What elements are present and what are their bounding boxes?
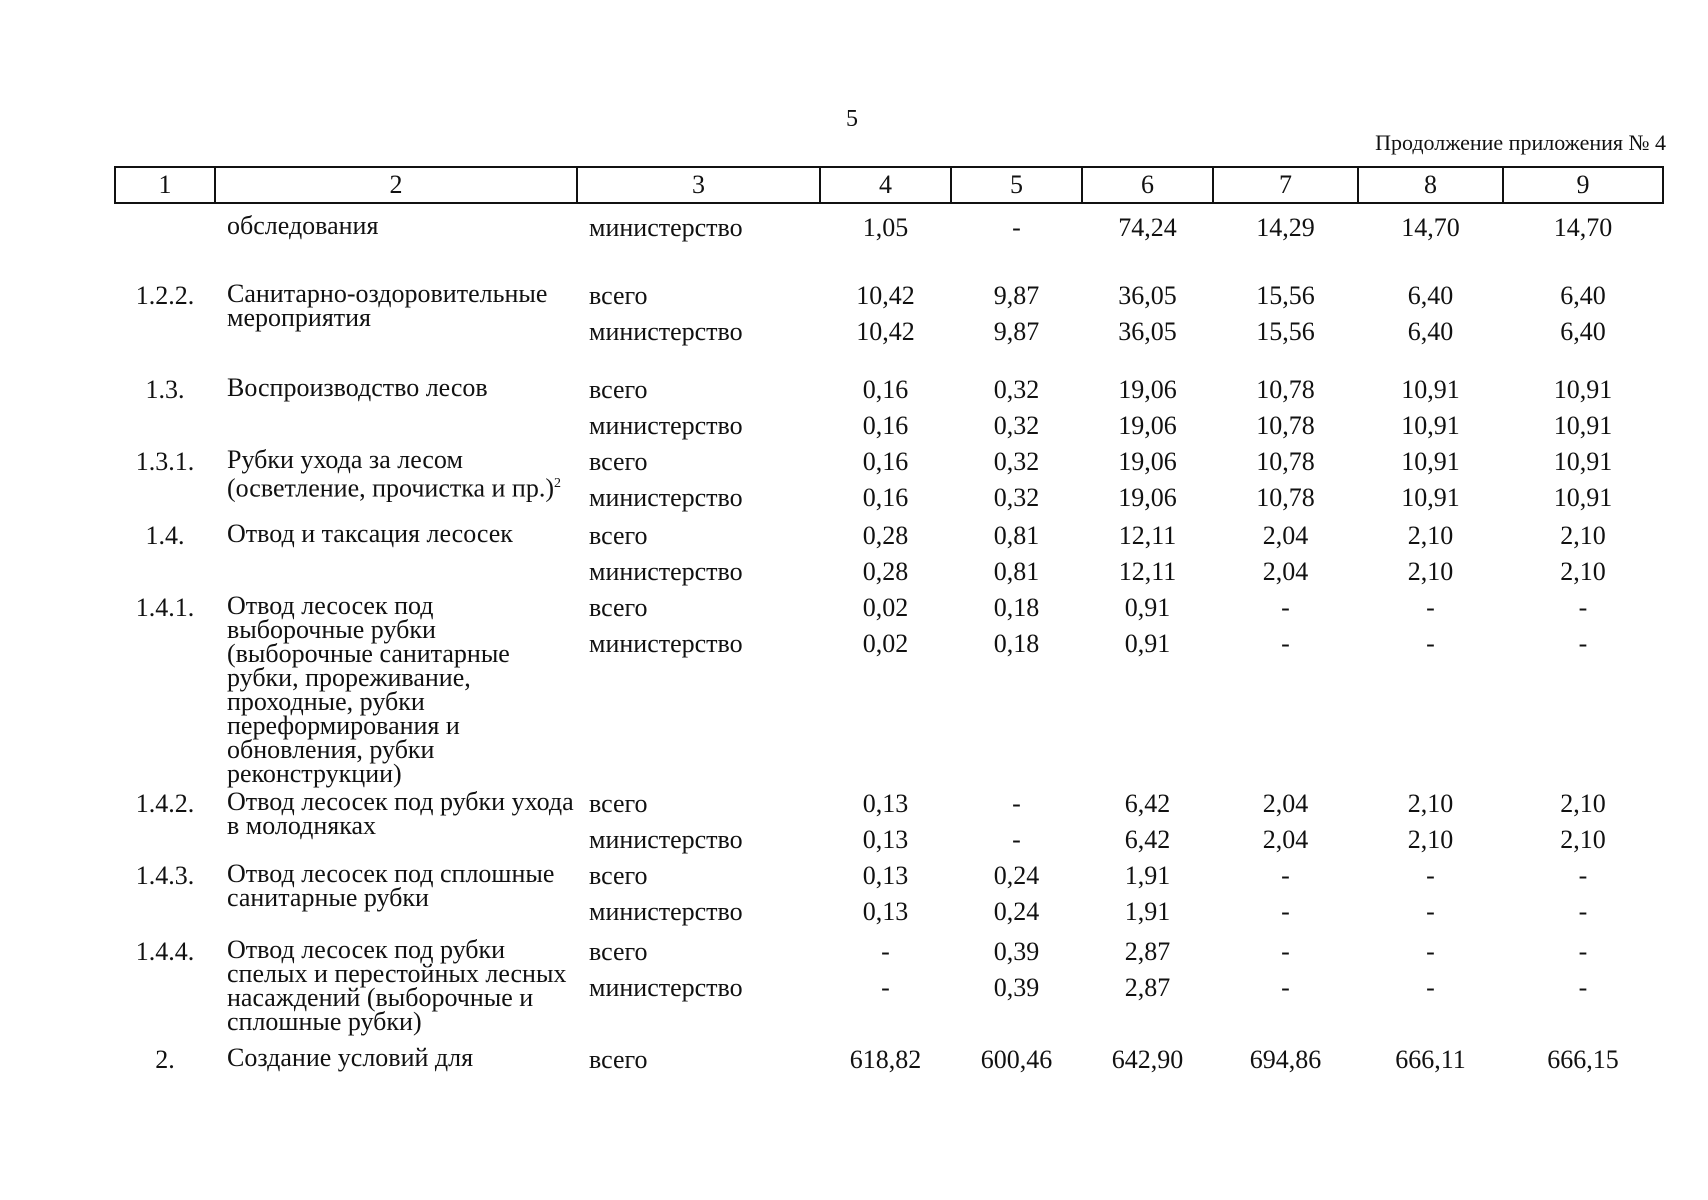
value: 19,06 xyxy=(1118,375,1177,404)
value-cell xyxy=(1358,518,1503,590)
column-header: 4 xyxy=(820,167,951,203)
value: 6,40 xyxy=(1560,281,1606,310)
value: 12,11 xyxy=(1118,521,1177,550)
funding-source-cell xyxy=(577,260,820,358)
value: - xyxy=(1426,861,1435,890)
value: - xyxy=(1281,629,1290,658)
value: 2,10 xyxy=(1560,789,1606,818)
funding-source-cell xyxy=(577,786,820,858)
value-cell xyxy=(951,444,1082,518)
table-body xyxy=(115,203,1663,1078)
value-cell xyxy=(1358,358,1503,444)
funding-source-cell xyxy=(577,590,820,786)
value: 600,46 xyxy=(980,1045,1053,1074)
value: 14,70 xyxy=(1401,213,1460,242)
value-cell xyxy=(1503,934,1663,1034)
row-number: 1.4. xyxy=(145,521,185,550)
table-row xyxy=(115,518,1663,590)
row-name: Отвод лесосек под рубки спелых и перестойных лесных насаждений (выборочные и сплошные рубки) xyxy=(227,935,567,1036)
column-header: 2 xyxy=(215,167,577,203)
value: 10,91 xyxy=(1553,447,1613,476)
value: - xyxy=(1281,897,1290,926)
value-cell xyxy=(1082,934,1213,1034)
funding-source-cell xyxy=(577,934,820,1034)
value-cell xyxy=(820,934,951,1034)
table-row xyxy=(115,934,1663,1034)
value-cell xyxy=(1213,444,1358,518)
row-number-cell xyxy=(115,260,215,358)
value: 0,18 xyxy=(993,629,1040,658)
value: 2,10 xyxy=(1560,557,1606,586)
value: 0,81 xyxy=(993,521,1040,550)
value-cell xyxy=(1082,518,1213,590)
value: 19,06 xyxy=(1118,447,1177,476)
row-name: Воспроизводство лесов xyxy=(227,373,488,402)
value-cell xyxy=(820,786,951,858)
value: 0,13 xyxy=(862,897,909,926)
row-number xyxy=(115,210,215,246)
value: 0,28 xyxy=(862,521,909,550)
value: 642,90 xyxy=(1111,1045,1184,1074)
funding-source-cell xyxy=(577,203,820,260)
value: 6,42 xyxy=(1124,789,1171,818)
row-name: Санитарно-оздоровительные мероприятия xyxy=(227,279,548,332)
value-cell xyxy=(820,590,951,786)
value-cell xyxy=(951,203,1082,260)
value: - xyxy=(1578,937,1588,966)
row-name: Отвод и таксация лесосек xyxy=(227,519,513,548)
value: 19,06 xyxy=(1118,411,1177,440)
value: 0,02 xyxy=(862,593,909,622)
value: 0,16 xyxy=(862,411,909,440)
value: 74,24 xyxy=(1118,213,1177,242)
value: 10,91 xyxy=(1401,483,1460,512)
row-name: Отвод лесосек под выборочные рубки (выборочные санитарные рубки, прореживание, проходные, рубки переформирования и обновления, рубки реконструкции) xyxy=(227,591,510,788)
value: 9,87 xyxy=(993,317,1040,346)
funding-source: всего xyxy=(589,281,648,310)
row-number-cell xyxy=(115,444,215,518)
value: 2,04 xyxy=(1262,521,1309,550)
value-cell xyxy=(1358,444,1503,518)
row-number: 1.3. xyxy=(145,375,185,404)
row-number-cell xyxy=(115,203,215,260)
value-cell xyxy=(1213,1034,1358,1078)
funding-source: министерство xyxy=(589,213,743,242)
value: 10,91 xyxy=(1553,483,1613,512)
value: - xyxy=(1281,593,1290,622)
value-cell xyxy=(1213,858,1358,934)
value-cell xyxy=(951,1034,1082,1078)
value: 36,05 xyxy=(1118,317,1177,346)
table-row xyxy=(115,444,1663,518)
value: 10,78 xyxy=(1256,447,1315,476)
value: 2,10 xyxy=(1407,789,1454,818)
footnote-marker: 2 xyxy=(554,476,562,491)
value-cell xyxy=(1082,1034,1213,1078)
table-row xyxy=(115,1034,1663,1078)
funding-source-cell xyxy=(577,1034,820,1078)
value: 0,18 xyxy=(993,593,1040,622)
value: 2,10 xyxy=(1407,825,1454,854)
value-cell xyxy=(1503,518,1663,590)
funding-source: министерство xyxy=(589,897,743,926)
column-header: 3 xyxy=(577,167,820,203)
value-cell xyxy=(820,444,951,518)
value: - xyxy=(1578,973,1588,1002)
funding-source: всего xyxy=(589,447,648,476)
value-cell xyxy=(820,260,951,358)
value: 0,16 xyxy=(862,447,909,476)
column-header: 9 xyxy=(1503,167,1663,203)
value: 0,28 xyxy=(862,557,909,586)
value-cell xyxy=(1082,358,1213,444)
funding-source: министерство xyxy=(589,629,743,658)
table-row xyxy=(115,260,1663,358)
funding-source-cell xyxy=(577,358,820,444)
value: 0,16 xyxy=(862,483,909,512)
value-cell xyxy=(1213,260,1358,358)
value: 0,02 xyxy=(862,629,909,658)
value: - xyxy=(1426,973,1435,1002)
value: 1,91 xyxy=(1124,861,1171,890)
value: 694,86 xyxy=(1249,1045,1322,1074)
value: 14,29 xyxy=(1256,213,1315,242)
value-cell xyxy=(820,1034,951,1078)
row-number-cell xyxy=(115,518,215,590)
value: - xyxy=(1426,629,1435,658)
funding-source: всего xyxy=(589,593,648,622)
column-header: 7 xyxy=(1213,167,1358,203)
row-name-cell xyxy=(215,203,577,260)
value: - xyxy=(1426,937,1435,966)
value: - xyxy=(1578,861,1588,890)
row-number-cell xyxy=(115,858,215,934)
table-row xyxy=(115,203,1663,260)
value-cell xyxy=(1503,203,1663,260)
value: 2,87 xyxy=(1124,973,1171,1002)
row-name: Отвод лесосек под рубки ухода в молодняках xyxy=(227,787,574,840)
row-name-cell xyxy=(215,934,577,1034)
value: 10,42 xyxy=(856,281,915,310)
value-cell xyxy=(1358,1034,1503,1078)
value: - xyxy=(1012,213,1021,242)
value-cell xyxy=(1503,260,1663,358)
funding-source-cell xyxy=(577,444,820,518)
value: 14,70 xyxy=(1553,213,1613,242)
value: 0,24 xyxy=(993,861,1040,890)
value: 0,13 xyxy=(862,825,909,854)
value-cell xyxy=(1503,444,1663,518)
page-number: 5 xyxy=(846,106,858,132)
value: 0,32 xyxy=(993,483,1040,512)
value-cell xyxy=(951,934,1082,1034)
value: 19,06 xyxy=(1118,483,1177,512)
row-name-cell xyxy=(215,358,577,444)
value: - xyxy=(881,973,890,1002)
value: 0,32 xyxy=(993,375,1040,404)
value-cell xyxy=(1213,203,1358,260)
value-cell xyxy=(1358,786,1503,858)
value: - xyxy=(1426,897,1435,926)
value: 15,56 xyxy=(1256,281,1315,310)
value: 2,10 xyxy=(1407,557,1454,586)
row-number: 1.4.4. xyxy=(135,937,195,966)
value: 6,40 xyxy=(1407,281,1454,310)
value: 10,78 xyxy=(1256,411,1315,440)
value-cell xyxy=(1358,260,1503,358)
value-cell xyxy=(1503,858,1663,934)
column-header: 6 xyxy=(1082,167,1213,203)
row-name-cell xyxy=(215,590,577,786)
value: 0,13 xyxy=(862,789,909,818)
column-header: 5 xyxy=(951,167,1082,203)
row-number-cell xyxy=(115,786,215,858)
funding-source: министерство xyxy=(589,825,743,854)
row-number-cell xyxy=(115,1034,215,1078)
row-number: 1.4.2. xyxy=(135,789,195,818)
value-cell xyxy=(1213,786,1358,858)
value-cell xyxy=(951,858,1082,934)
funding-source: министерство xyxy=(589,557,743,586)
value: - xyxy=(1578,593,1588,622)
row-number-cell xyxy=(115,590,215,786)
value: 0,32 xyxy=(993,447,1040,476)
appendix-continuation-label: Продолжение приложения № 4 xyxy=(1375,130,1666,155)
funding-source: министерство xyxy=(589,483,743,512)
value: 10,91 xyxy=(1401,411,1460,440)
value: 10,42 xyxy=(856,317,915,346)
value: 10,91 xyxy=(1553,375,1613,404)
funding-source: всего xyxy=(589,861,648,890)
value-cell xyxy=(1082,260,1213,358)
value: 2,04 xyxy=(1262,825,1309,854)
funding-source: всего xyxy=(589,937,648,966)
value-cell xyxy=(951,358,1082,444)
value-cell xyxy=(1503,590,1663,786)
value-cell xyxy=(1503,358,1663,444)
value: 0,39 xyxy=(993,973,1040,1002)
value: - xyxy=(1281,937,1290,966)
value: 9,87 xyxy=(993,281,1040,310)
value-cell xyxy=(1082,444,1213,518)
header-row xyxy=(115,167,1663,203)
value: 10,91 xyxy=(1401,375,1460,404)
value-cell xyxy=(1082,858,1213,934)
value-cell xyxy=(1503,1034,1663,1078)
row-number: 2. xyxy=(155,1045,175,1074)
budget-table xyxy=(114,166,1664,1078)
value: 10,91 xyxy=(1553,411,1613,440)
value: - xyxy=(881,937,890,966)
value: 2,10 xyxy=(1560,825,1606,854)
value: 666,11 xyxy=(1395,1045,1466,1074)
table-row xyxy=(115,590,1663,786)
value: 1,05 xyxy=(862,213,909,242)
value-cell xyxy=(820,203,951,260)
row-name-cell xyxy=(215,518,577,590)
value: - xyxy=(1426,593,1435,622)
value: 36,05 xyxy=(1118,281,1177,310)
value-cell xyxy=(1082,203,1213,260)
funding-source: всего xyxy=(589,1045,648,1074)
value-cell xyxy=(820,858,951,934)
value-cell xyxy=(951,786,1082,858)
row-number-cell xyxy=(115,358,215,444)
value-cell xyxy=(1213,590,1358,786)
value-cell xyxy=(1358,934,1503,1034)
value-cell xyxy=(1358,590,1503,786)
value: 0,81 xyxy=(993,557,1040,586)
value: 10,91 xyxy=(1401,447,1460,476)
row-name-cell xyxy=(215,1034,577,1078)
value: - xyxy=(1012,825,1021,854)
value-cell xyxy=(951,518,1082,590)
value-cell xyxy=(820,358,951,444)
funding-source: министерство xyxy=(589,973,743,1002)
value-cell xyxy=(1082,590,1213,786)
row-name-cell xyxy=(215,260,577,358)
value: 0,91 xyxy=(1124,629,1171,658)
value-cell xyxy=(951,590,1082,786)
value: 12,11 xyxy=(1118,557,1177,586)
value: 0,13 xyxy=(862,861,909,890)
column-header: 8 xyxy=(1358,167,1503,203)
value: - xyxy=(1281,973,1290,1002)
value-cell xyxy=(820,518,951,590)
row-number: 1.4.3. xyxy=(135,861,195,890)
funding-source: всего xyxy=(589,789,648,818)
table-row xyxy=(115,786,1663,858)
row-number-cell xyxy=(115,934,215,1034)
column-header: 1 xyxy=(115,167,215,203)
value-cell xyxy=(1358,203,1503,260)
value: 6,40 xyxy=(1407,317,1454,346)
row-number: 1.2.2. xyxy=(135,281,195,310)
value: 0,24 xyxy=(993,897,1040,926)
value: 2,04 xyxy=(1262,789,1309,818)
row-name: Рубки ухода за лесом (осветление, прочистка и пр.) xyxy=(227,445,555,503)
funding-source-cell xyxy=(577,518,820,590)
value-cell xyxy=(1082,786,1213,858)
value-cell xyxy=(1358,858,1503,934)
value: 618,82 xyxy=(849,1045,922,1074)
value: 0,32 xyxy=(993,411,1040,440)
value-cell xyxy=(1213,518,1358,590)
value: 15,56 xyxy=(1256,317,1315,346)
row-name: Создание условий для xyxy=(227,1043,474,1072)
funding-source: всего xyxy=(589,375,648,404)
funding-source: министерство xyxy=(589,317,743,346)
value: - xyxy=(1578,629,1588,658)
funding-source: всего xyxy=(589,521,648,550)
row-name: Отвод лесосек под сплошные санитарные рубки xyxy=(227,859,555,912)
value-cell xyxy=(1213,358,1358,444)
value: 10,78 xyxy=(1256,375,1315,404)
value: 0,39 xyxy=(993,937,1040,966)
value-cell xyxy=(1503,786,1663,858)
table-row xyxy=(115,358,1663,444)
funding-source-cell xyxy=(577,858,820,934)
value: - xyxy=(1281,861,1290,890)
value: 6,40 xyxy=(1560,317,1606,346)
value: 0,16 xyxy=(862,375,909,404)
row-name: обследования xyxy=(227,211,379,240)
value: - xyxy=(1012,789,1021,818)
row-number: 1.4.1. xyxy=(135,593,195,622)
value: 10,78 xyxy=(1256,483,1315,512)
value-cell xyxy=(1213,934,1358,1034)
funding-source: министерство xyxy=(589,411,743,440)
table-row xyxy=(115,858,1663,934)
value: 2,10 xyxy=(1560,521,1606,550)
value: 6,42 xyxy=(1124,825,1171,854)
value: 0,91 xyxy=(1124,593,1171,622)
value: - xyxy=(1578,897,1588,926)
value: 2,04 xyxy=(1262,557,1309,586)
row-name-cell xyxy=(215,444,577,518)
row-name-cell xyxy=(215,858,577,934)
row-number: 1.3.1. xyxy=(135,447,195,476)
value: 2,87 xyxy=(1124,937,1171,966)
value-cell xyxy=(951,260,1082,358)
row-name-cell xyxy=(215,786,577,858)
value: 666,15 xyxy=(1547,1045,1619,1074)
value: 1,91 xyxy=(1124,897,1171,926)
value: 2,10 xyxy=(1407,521,1454,550)
